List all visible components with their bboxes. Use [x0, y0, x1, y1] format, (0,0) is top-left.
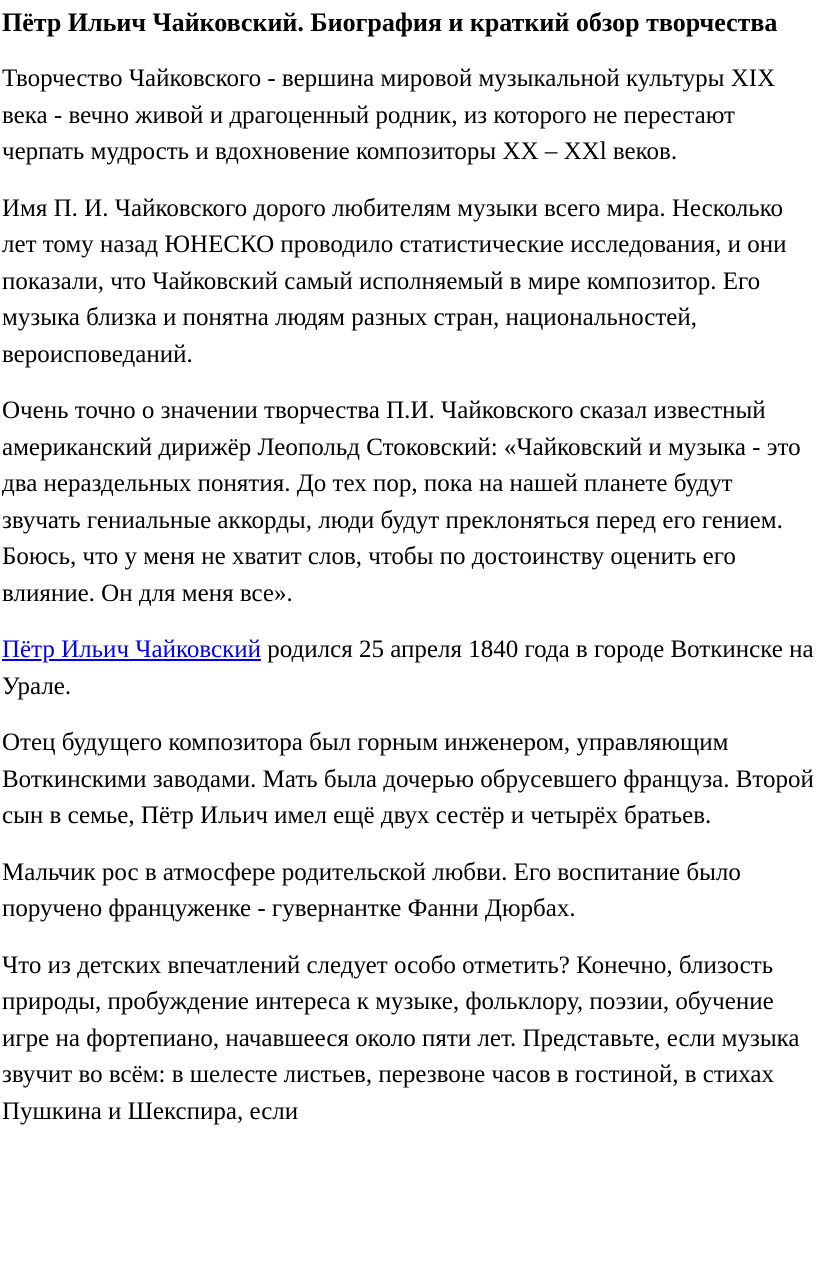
paragraph-intro: Творчество Чайковского - вершина мировой музыкальной культуры XIX века - вечно живой и драгоценный родник, из которого не перестают черпать мудрость и вдохновение композиторы XX – XXl веков. [2, 65, 776, 165]
paragraph-governess: Мальчик рос в атмосфере родительской любви. Его воспитание было поручено француженке - гувернантке Фанни Дюрбах. [2, 858, 741, 922]
tchaikovsky-link[interactable]: Пётр Ильич Чайковский [2, 636, 262, 663]
paragraph-birth [2, 632, 816, 705]
document-title: Пётр Ильич Чайковский. Биография и краткий обзор творчества [2, 8, 778, 37]
paragraph-stokowski-quote: Очень точно о значении творчества П.И. Чайковского сказал известный американский дирижёр Леопольд Стоковский: «Чайковский и музыка - это два нераздельных понятия. До тех пор, пока на нашей планете будут звучать гениальные аккорды, люди будут преклоняться перед его гением. Боюсь, что у меня не хватит слов, чтобы по достоинству оценить его влияние. Он для меня все». [2, 397, 801, 607]
paragraph-unesco: Имя П. И. Чайковского дорого любителям музыки всего мира. Несколько лет тому назад ЮНЕСКО проводило статистические исследования, и они показали, что Чайковский самый исполняемый в мире композитор. Его музыка близка и понятна людям разных стран, национальностей, вероисповеданий. [2, 194, 787, 368]
paragraph-childhood: Что из детских впечатлений следует особо отметить? Конечно, близость природы, пробуждение интереса к музыке, фольклору, поэзии, обучение игре на фортепиано, начавшееся около пяти лет. Представьте, если музыка звучит во всём: в шелесте листьев, перезвоне часов в гостиной, в стихах Пушкина и Шекспира, если [2, 951, 800, 1125]
birth-text: родился 25 апреля 1840 года в городе Воткинске на Урале. [2, 636, 814, 700]
paragraph-family: Отец будущего композитора был горным инженером, управляющим Воткинскими заводами. Мать была дочерью обрусевшего француза. Второй сын в семье, Пётр Ильич имел ещё двух сестёр и четырёх братьев. [2, 729, 814, 829]
